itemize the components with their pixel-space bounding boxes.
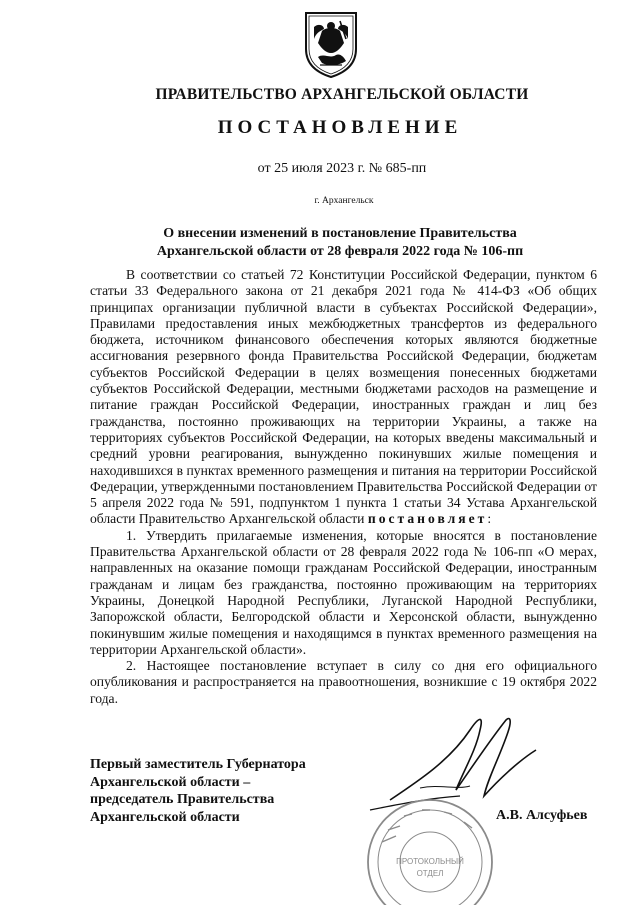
- preamble-text: В соответствии со статьей 72 Конституции Российской Федерации, пунктом 6 статьи 33 Федерального закона от 21 декабря 2021 года № 414-ФЗ «Об общих принципах организации публичной власти в субъектах Российской Федерации», Правилами предоставления иных межбюджетных трансфертов из федерального бюджета, источником финансового обеспечения которых являются бюджетные ассигнования резервного фонда Правительства Российской Федерации, бюджетам субъектов Российской Федерации в целях возмещения понесенных бюджетами субъектов Российской Федерации, местными бюджетами расходов на размещение и питание граждан Российской Федерации, иностранных граждан и лиц без гражданства, постоянно проживающих на территории Украины, а также на территориях субъектов Российской Федерации, на которых введены максимальный и средний уровни реагирования, вынужденно покинувших жилые помещения и находившихся в пунктах временного размещения и питания на территории Российской Федерации, утвержденными постановлением Правительства Российской Федерации от 5 апреля 2022 года № 591, подпунктом 1 пункта 1 статьи 34 Устава Архангельской области Правительство Архангельской области: [90, 267, 597, 527]
- document-date-number: от 25 июля 2023 г. № 685-пп: [257, 161, 427, 176]
- item-paragraph: 2. Настоящее постановление вступает в силу со дня его официального опубликования и распространяется на правоотношения, возникшие с 19 октября 2022 года.: [90, 658, 597, 706]
- document-body: [90, 267, 597, 707]
- stamp-text: ОТДЕЛ: [416, 869, 444, 878]
- subject-line: О внесении изменений в постановление Правительства: [163, 226, 517, 241]
- document-subject: [90, 225, 590, 261]
- signer-title: [90, 756, 306, 826]
- organization-name: ПРАВИТЕЛЬСТВО АРХАНГЕЛЬСКОЙ ОБЛАСТИ: [155, 86, 529, 103]
- signer-title-line: Архангельской области: [90, 809, 240, 825]
- signer-title-line: Архангельской области –: [90, 774, 251, 790]
- stamp-icon: [352, 790, 502, 905]
- coat-of-arms-icon: [300, 9, 362, 79]
- resolves-colon: :: [487, 511, 492, 527]
- document-type: ПОСТАНОВЛЕНИЕ: [217, 117, 463, 138]
- stamp-text: ПРОТОКОЛЬНЫЙ: [396, 857, 464, 866]
- signer-title-line: Первый заместитель Губернатора: [90, 757, 306, 772]
- preamble-paragraph: [90, 267, 597, 528]
- subject-line: Архангельской области от 28 февраля 2022 года № 106-пп: [156, 244, 524, 259]
- document-city: г. Архангельск: [314, 196, 374, 206]
- signer-name: А.В. Алсуфьев: [496, 808, 588, 823]
- signer-title-line: председатель Правительства: [90, 792, 275, 807]
- item-paragraph: 1. Утвердить прилагаемые изменения, которые вносятся в постановление Правительства Архангельской области от 28 февраля 2022 года № 106-пп «О мерах, направленных на оказание помощи гражданам Российской Федерации, иностранным гражданам и лицам без гражданства, постоянно проживающим на территориях Украины, Донецкой Народной Республики, Луганской Народной Республики, Запорожской области, Белгородской области и Херсонской области, вынужденно покинувшим жилые помещения и находящимся в пунктах временного размещения на территории Архангельской области».: [90, 527, 597, 657]
- resolves-word: постановляет: [367, 511, 488, 527]
